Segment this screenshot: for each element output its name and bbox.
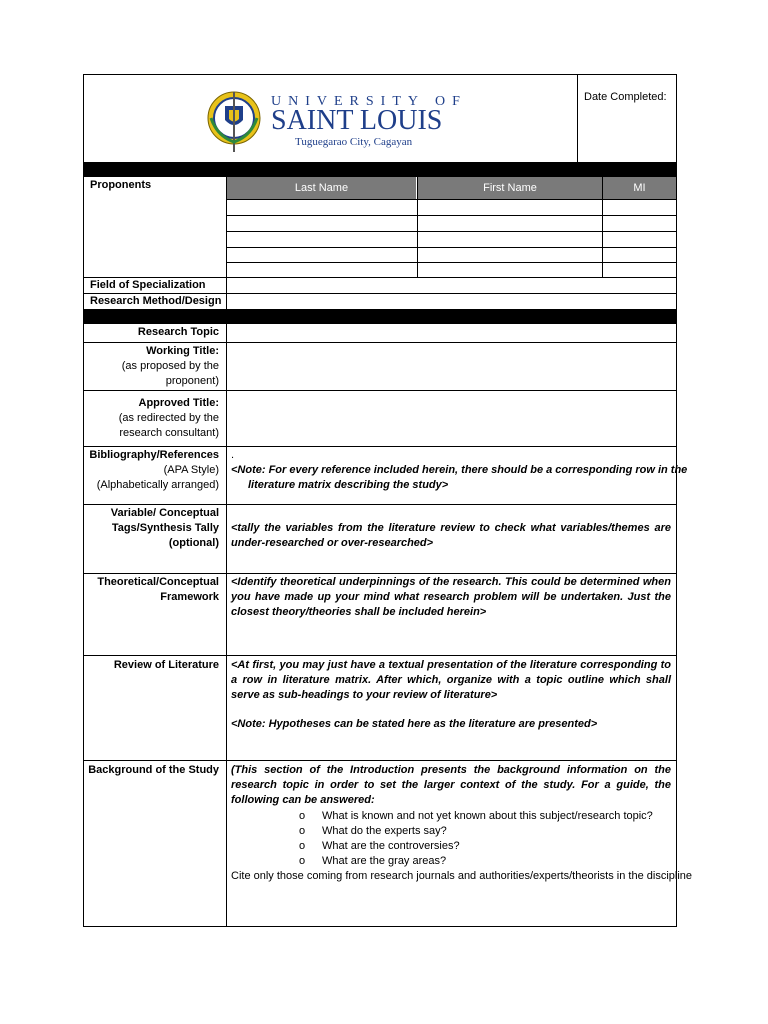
- working-title-value[interactable]: [230, 344, 670, 388]
- research-method-value[interactable]: [230, 294, 670, 308]
- date-completed-label: Date Completed:: [584, 91, 667, 103]
- university-name-line1: UNIVERSITY OF: [271, 94, 467, 109]
- review-label: [86, 658, 219, 673]
- approved-title-label-text: Approved Title:: [138, 397, 219, 409]
- framework-label-line2: Framework: [160, 591, 219, 603]
- variable-tags-label-line1: Variable/ Conceptual: [110, 507, 219, 519]
- background-label-text: Background of the Study: [88, 764, 219, 776]
- framework-label: [86, 575, 219, 605]
- university-seal-icon: [205, 88, 265, 154]
- field-of-specialization-label: Field of Specialization: [90, 279, 206, 291]
- column-header-mi: MI: [603, 177, 676, 199]
- background-text: (This section of the Introduction presents the background information on the research topic in order to set the larger context of the study. For a guide, the following can be answered:: [231, 764, 671, 806]
- form-right-border: [676, 74, 677, 926]
- bibliography-bullet: .: [231, 449, 235, 461]
- background-label: [86, 763, 219, 778]
- research-topic-label: [86, 325, 219, 340]
- research-topic-label-text: Research Topic: [137, 326, 219, 338]
- list-item: [231, 839, 671, 854]
- bibliography-label: [86, 448, 219, 493]
- row-separator: [83, 655, 677, 656]
- variable-tags-label-line3: (optional): [168, 537, 219, 549]
- row-separator: [83, 504, 677, 505]
- review-label-text: Review of Literature: [113, 659, 219, 671]
- framework-label-line1: Theoretical/Conceptual: [97, 576, 219, 588]
- header-divider: [577, 74, 578, 162]
- column-header-first-name: First Name: [418, 177, 602, 199]
- approved-title-value[interactable]: [230, 394, 670, 444]
- row-separator: [83, 573, 677, 574]
- background-bullet-text: What are the controversies?: [322, 840, 460, 852]
- university-name-line2: SAINT LOUIS: [271, 105, 443, 136]
- review-text-1: <At first, you may just have a textual presentation of the literature corresponding to a row in literature matrix. After which, organize with a topic outline which shall serve as sub-headings to your review of literature>: [231, 659, 671, 701]
- working-title-sub1: (as proposed by the: [121, 360, 219, 372]
- proponent-last-name-input[interactable]: [227, 200, 416, 276]
- working-title-sub2: proponent): [165, 375, 219, 387]
- university-location: Tuguegarao City, Cagayan: [295, 136, 413, 148]
- bibliography-sub2: (Alphabetically arranged): [96, 479, 219, 491]
- bullet-marker: o: [299, 840, 306, 852]
- bullet-marker: o: [299, 810, 306, 822]
- bibliography-note-line2: literature matrix describing the study>: [248, 479, 449, 491]
- research-topic-value[interactable]: [230, 325, 670, 340]
- section-separator-bar: [83, 309, 677, 324]
- row-separator: [83, 760, 677, 761]
- background-bullet-list: [231, 809, 671, 869]
- framework-content[interactable]: <Identify theoretical underpinnings of the research. This could be determined when you have made up your mind what research problem will be undertaken. Just the closest theory/theories shall be included herein>: [231, 576, 671, 618]
- bullet-marker: o: [299, 855, 306, 867]
- background-content[interactable]: [231, 763, 693, 884]
- variable-tags-label: [86, 506, 219, 551]
- form-bottom-border: [83, 926, 677, 927]
- list-item: [231, 824, 671, 839]
- background-footer: Cite only those coming from research journals and authorities/experts/theorists in the discipline: [231, 870, 693, 882]
- column-header-last-name: Last Name: [227, 177, 416, 199]
- research-method-label: Research Method/Design: [90, 295, 222, 307]
- label-column-divider: [226, 177, 227, 926]
- proponent-mi-input[interactable]: [603, 200, 676, 276]
- row-separator: [83, 342, 677, 343]
- approved-title-sub2: research consultant): [119, 427, 219, 439]
- row-separator: [83, 446, 677, 447]
- variable-tags-content[interactable]: <tally the variables from the literature review to check what variables/themes are under-researched or over-researched>: [231, 522, 671, 549]
- form-top-border: [83, 74, 676, 75]
- bibliography-content[interactable]: [231, 448, 688, 493]
- proponents-label: Proponents: [90, 179, 152, 191]
- bibliography-sub1: (APA Style): [163, 464, 219, 476]
- list-item: [231, 854, 671, 869]
- bibliography-note-line1: <Note: For every reference included herein, there should be a corresponding row in the: [231, 464, 688, 476]
- approved-title-label: [86, 396, 219, 441]
- row-separator: [83, 390, 677, 391]
- working-title-label: [86, 344, 219, 389]
- background-bullet-text: What is known and not yet known about this subject/research topic?: [322, 810, 653, 822]
- variable-tags-label-line2: Tags/Synthesis Tally: [111, 522, 219, 534]
- field-of-specialization-value[interactable]: [230, 278, 670, 292]
- list-item: [231, 809, 671, 824]
- university-logo: [205, 88, 465, 154]
- bullet-marker: o: [299, 825, 306, 837]
- bibliography-label-text: Bibliography/References: [89, 449, 219, 461]
- approved-title-sub1: (as redirected by the: [118, 412, 219, 424]
- proponent-first-name-input[interactable]: [418, 200, 602, 276]
- background-bullet-text: What do the experts say?: [322, 825, 447, 837]
- review-text-2: <Note: Hypotheses can be stated here as the literature are presented>: [231, 718, 598, 730]
- header-separator-bar: [83, 162, 677, 177]
- form-left-border: [83, 74, 84, 926]
- working-title-label-text: Working Title:: [146, 345, 219, 357]
- background-bullet-text: What are the gray areas?: [322, 855, 447, 867]
- review-content[interactable]: [231, 658, 671, 732]
